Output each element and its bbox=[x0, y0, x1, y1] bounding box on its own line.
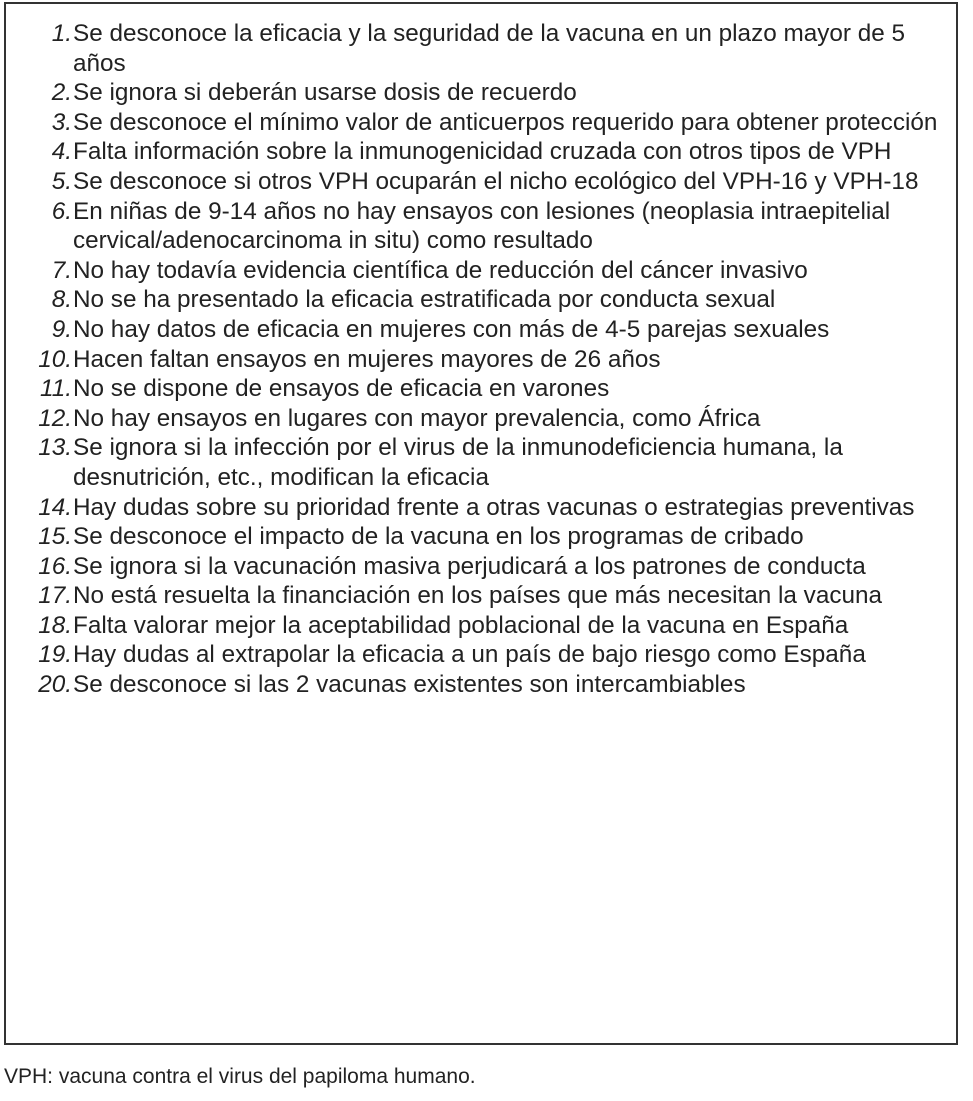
list-item bbox=[6, 552, 956, 582]
item-number: 4. bbox=[51, 138, 72, 166]
list-item bbox=[6, 522, 956, 552]
list-item bbox=[6, 374, 956, 404]
list-item bbox=[6, 167, 956, 197]
item-number: 7. bbox=[51, 256, 72, 284]
item-text: Se desconoce el impacto de la vacuna en los programas de cribado bbox=[73, 523, 804, 551]
footnote: VPH: vacuna contra el virus del papiloma humano. bbox=[4, 1065, 476, 1088]
item-number: 5. bbox=[51, 167, 72, 195]
table-box bbox=[4, 2, 958, 1045]
item-text: No hay todavía evidencia científica de reducción del cáncer invasivo bbox=[73, 256, 808, 284]
item-number: 16. bbox=[38, 552, 72, 580]
list-item bbox=[6, 19, 956, 78]
list-item bbox=[6, 285, 956, 315]
item-text: Falta información sobre la inmunogenicidad cruzada con otros tipos de VPH bbox=[73, 138, 892, 166]
item-text: No se dispone de ensayos de eficacia en varones bbox=[73, 375, 610, 403]
item-number: 20. bbox=[38, 671, 72, 699]
item-text: No hay ensayos en lugares con mayor prevalencia, como África bbox=[73, 404, 761, 432]
item-text: Falta valorar mejor la aceptabilidad poblacional de la vacuna en España bbox=[73, 611, 849, 639]
list-item bbox=[6, 433, 956, 492]
item-number: 15. bbox=[38, 523, 72, 551]
list-item bbox=[6, 78, 956, 108]
item-text: En niñas de 9-14 años no hay ensayos con lesiones (neoplasia intraepitelial cervical/adenocarcinoma in situ) como resultado bbox=[73, 197, 891, 255]
item-number: 17. bbox=[38, 582, 72, 610]
list-item bbox=[6, 581, 956, 611]
item-text: Se desconoce el mínimo valor de anticuerpos requerido para obtener protección bbox=[73, 108, 938, 136]
list-item bbox=[6, 108, 956, 138]
list-item bbox=[6, 670, 956, 700]
item-text: Hacen faltan ensayos en mujeres mayores de 26 años bbox=[73, 345, 661, 373]
item-text: Se ignora si la infección por el virus de la inmunodeficiencia humana, la desnutrición, etc., modifican la eficacia bbox=[73, 434, 843, 491]
item-text: Se ignora si la vacunación masiva perjudicará a los patrones de conducta bbox=[73, 552, 866, 580]
item-text: No está resuelta la financiación en los países que más necesitan la vacuna bbox=[73, 582, 883, 610]
item-number: 1. bbox=[51, 20, 72, 47]
item-text: No se ha presentado la eficacia estratificada por conducta sexual bbox=[73, 286, 776, 314]
item-text: Se desconoce si las 2 vacunas existentes son intercambiables bbox=[73, 671, 746, 699]
item-number: 19. bbox=[38, 641, 72, 669]
item-text: Hay dudas sobre su prioridad frente a otras vacunas o estrategias preventivas bbox=[73, 493, 915, 521]
item-text: Se desconoce la eficacia y la seguridad de la vacuna en un plazo mayor de 5 años bbox=[73, 20, 906, 77]
item-number: 14. bbox=[38, 493, 72, 521]
list-item bbox=[6, 197, 956, 256]
item-number: 2. bbox=[51, 79, 72, 107]
item-number: 11. bbox=[40, 375, 72, 403]
numbered-list bbox=[6, 19, 956, 700]
item-number: 18. bbox=[38, 611, 72, 639]
list-item bbox=[6, 256, 956, 286]
item-text: Se ignora si deberán usarse dosis de recuerdo bbox=[73, 79, 577, 107]
item-text: Se desconoce si otros VPH ocuparán el nicho ecológico del VPH-16 y VPH-18 bbox=[73, 167, 919, 195]
list-item bbox=[6, 404, 956, 434]
list-item bbox=[6, 315, 956, 345]
list-item bbox=[6, 611, 956, 641]
item-text: Hay dudas al extrapolar la eficacia a un país de bajo riesgo como España bbox=[73, 641, 866, 669]
item-text: No hay datos de eficacia en mujeres con más de 4-5 parejas sexuales bbox=[73, 315, 830, 343]
list-item bbox=[6, 493, 956, 523]
item-number: 6. bbox=[51, 197, 72, 225]
list-item bbox=[6, 137, 956, 167]
item-number: 12. bbox=[38, 404, 72, 432]
item-number: 13. bbox=[38, 434, 72, 462]
item-number: 9. bbox=[51, 315, 72, 343]
item-number: 8. bbox=[51, 286, 72, 314]
item-number: 10. bbox=[38, 345, 72, 373]
list-item bbox=[6, 345, 956, 375]
list-item bbox=[6, 640, 956, 670]
item-number: 3. bbox=[51, 108, 72, 136]
